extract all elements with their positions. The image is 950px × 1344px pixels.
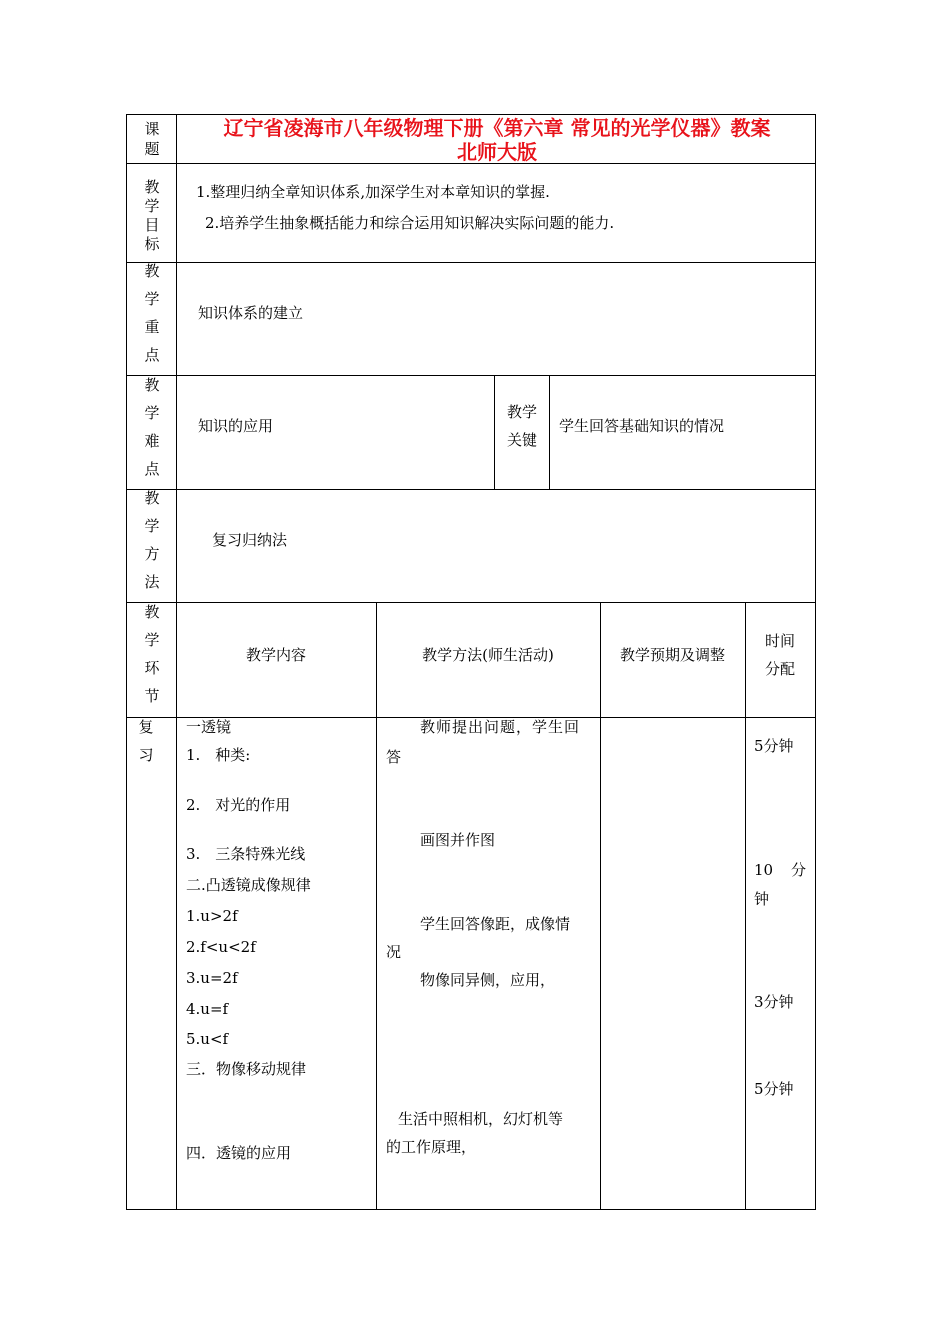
row-divider xyxy=(126,602,816,603)
method-text: 复习归纳法 xyxy=(212,531,288,549)
teaching-key-label xyxy=(504,398,540,454)
header-expect: 教学预期及调整 xyxy=(619,646,725,664)
table-border-bottom xyxy=(126,1209,816,1210)
content-item: 一透镜 xyxy=(186,718,232,736)
method-item: 生活中照相机，幻灯机等 xyxy=(398,1110,564,1128)
time-item: 5分钟 xyxy=(754,737,794,755)
header-method: 教学方法(师生活动) xyxy=(422,646,554,664)
header-time-text: 时间 分配 xyxy=(764,632,795,678)
goals-line-1: 1.整理归纳全章知识体系,加深学生对本章知识的掌握. xyxy=(196,183,550,201)
page-title xyxy=(180,116,814,164)
table-border-left xyxy=(126,114,127,1210)
review-label xyxy=(137,713,155,769)
header-time xyxy=(762,627,798,683)
process-label xyxy=(140,598,164,710)
time-item: 3分钟 xyxy=(754,993,794,1011)
process-column-divider xyxy=(600,602,601,1210)
content-item: 1.u>2f xyxy=(186,907,238,925)
difficulty-divider xyxy=(549,375,550,489)
goals-line-2: 2.培养学生抽象概括能力和综合运用知识解决实际问题的能力. xyxy=(205,214,615,232)
content-item: 1. 种类: xyxy=(186,746,251,764)
table-border-right xyxy=(815,114,816,1210)
method-item: 画图并作图 xyxy=(420,831,496,849)
process-column-divider xyxy=(376,602,377,1210)
difficulties-label xyxy=(140,371,164,483)
content-item: 3.u=2f xyxy=(186,969,238,987)
table-border-top xyxy=(126,114,816,115)
method-label xyxy=(140,484,164,596)
content-item: 二.凸透镜成像规律 xyxy=(186,876,311,894)
content-item: 四．透镜的应用 xyxy=(186,1144,292,1162)
page-title-line2: 北师大版 xyxy=(457,140,537,164)
row-divider xyxy=(126,489,816,490)
difficulties-label-text: 教 学 难 点 xyxy=(144,376,160,478)
difficulty-divider xyxy=(494,375,495,489)
method-item: 学生回答像距，成像情 xyxy=(420,915,571,933)
content-item: 三．物像移动规律 xyxy=(186,1060,307,1078)
goals-label xyxy=(140,178,164,254)
page-title-line1: 辽宁省凌海市八年级物理下册《第六章 常见的光学仪器》教案 xyxy=(223,116,771,140)
goals-label-text: 教 学 目 标 xyxy=(144,178,160,253)
title-label-text: 课 题 xyxy=(144,120,160,158)
header-content: 教学内容 xyxy=(245,646,306,664)
key-points-label xyxy=(140,257,164,369)
method-item: 教师提出问题，学生回 xyxy=(420,718,581,736)
method-item: 物像同异侧，应用， xyxy=(420,971,556,989)
process-column-divider xyxy=(745,602,746,1210)
method-item: 的工作原理， xyxy=(386,1138,477,1156)
method-item: 答 xyxy=(386,748,402,766)
method-label-text: 教 学 方 法 xyxy=(144,489,160,591)
content-item: 4.u=f xyxy=(186,1000,229,1018)
method-item: 况 xyxy=(386,943,402,961)
teaching-key-text: 学生回答基础知识的情况 xyxy=(559,417,725,435)
time-item: 10 分 xyxy=(754,861,806,879)
content-item: 2.f<u<2f xyxy=(186,938,256,956)
difficulties-text: 知识的应用 xyxy=(198,417,274,435)
key-points-label-text: 教 学 重 点 xyxy=(144,262,160,364)
process-label-text: 教 学 环 节 xyxy=(144,603,160,705)
review-label-text: 复 习 xyxy=(138,718,154,764)
teaching-key-label-text: 教学 关键 xyxy=(506,403,537,449)
row-divider xyxy=(126,375,816,376)
content-item: 5.u<f xyxy=(186,1030,229,1048)
key-points-text: 知识体系的建立 xyxy=(198,304,304,322)
title-label xyxy=(140,119,164,159)
content-item: 2. 对光的作用 xyxy=(186,796,291,814)
row-divider xyxy=(126,262,816,263)
content-item: 3. 三条特殊光线 xyxy=(186,845,306,863)
time-item: 5分钟 xyxy=(754,1080,794,1098)
time-item: 钟 xyxy=(754,890,770,908)
